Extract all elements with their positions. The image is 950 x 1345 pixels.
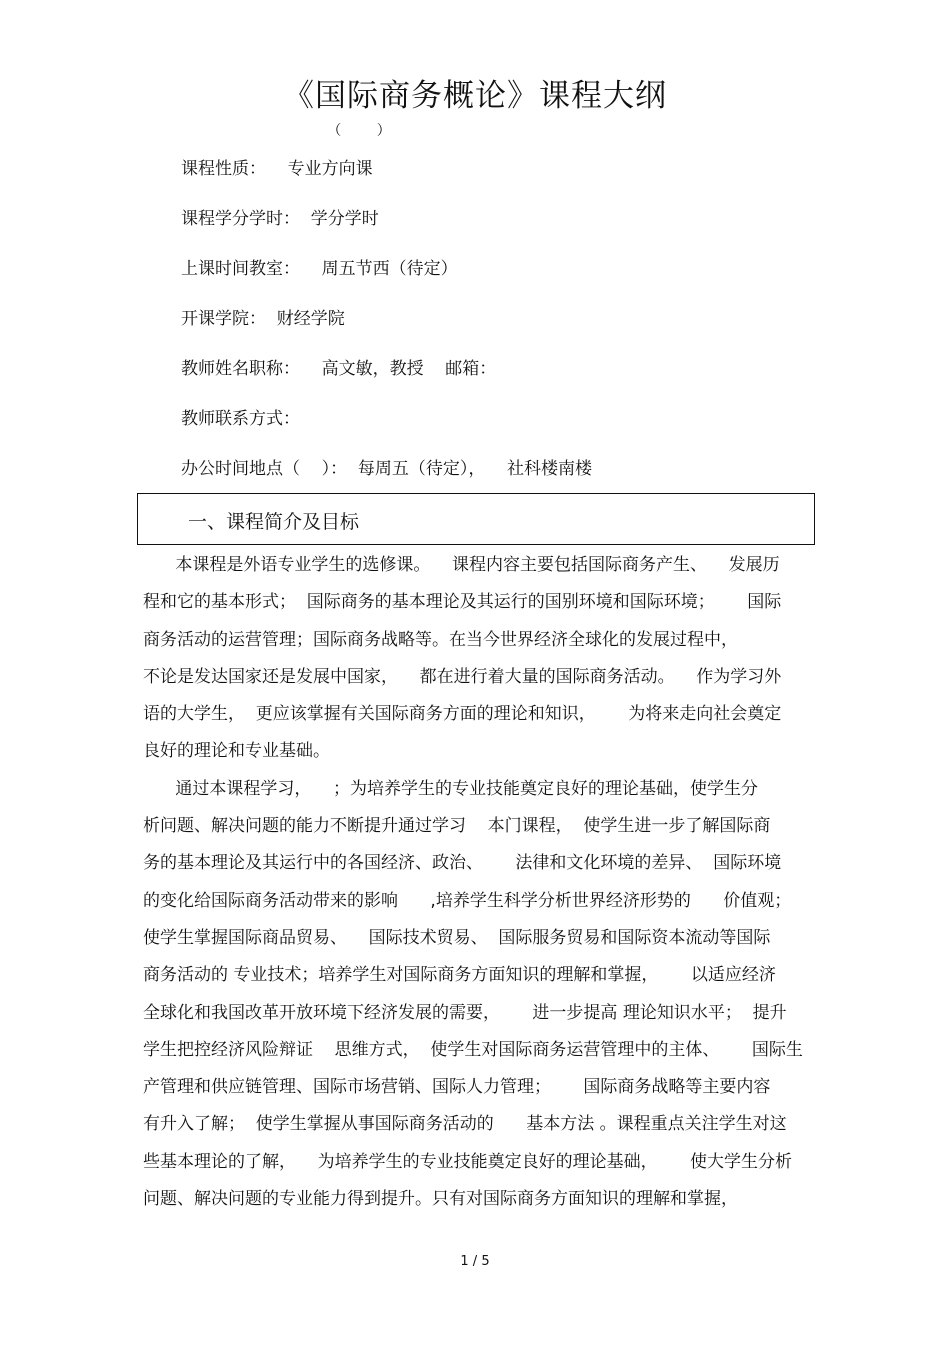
paragraph-line: 程和它的基本形式； 国际商务的基本理论及其运行的国别环境和国际环境； 国际: [143, 592, 782, 613]
paragraph-line: 产管理和供应链管理、国际市场营销、国际人力管理； 国际商务战略等主要内容: [143, 1077, 771, 1098]
section-heading-box: [137, 493, 815, 545]
paragraph-line: 本课程是外语专业学生的选修课。 课程内容主要包括国际商务产生、 发展历: [143, 555, 780, 575]
paragraph-line: 的变化给国际商务活动带来的影响 ,培养学生科学分析世界经济形势的 价值观；: [143, 890, 792, 911]
info-college: 开课学院： 财经学院: [181, 309, 345, 329]
paragraph-line: 语的大学生， 更应该掌握有关国际商务方面的理论和知识， 为将来走向社会奠定: [143, 704, 782, 725]
paragraph-line: 学生把控经济风险辩证 思维方式， 使学生对国际商务运营管理中的主体、 国际生: [143, 1039, 803, 1060]
paragraph-line: 问题、解决问题的专业能力得到提升。只有对国际商务方面知识的理解和掌握，: [143, 1189, 738, 1210]
paragraph-line: 些基本理论的了解， 为培养学生的专业技能奠定良好的理论基础， 使大学生分析: [143, 1151, 793, 1172]
info-office-hours: 办公时间地点（ ）： 每周五（待定）， 社科楼南楼: [181, 459, 593, 479]
section-title: 一、课程简介及目标: [188, 511, 360, 533]
paragraph-line: 务的基本理论及其运行中的各国经济、政治、 法律和文化环境的差异、 国际环境: [143, 853, 782, 874]
paragraph-line: 商务活动的运营管理；国际商务战略等。在当今世界经济全球化的发展过程中，: [143, 629, 738, 650]
info-teacher-name-title: 教师姓名职称： 高文敏，教授 邮箱：: [181, 359, 497, 379]
paragraph-line: 商务活动的 专业技术；培养学生对国际商务方面知识的理解和掌握， 以适应经济: [143, 965, 776, 986]
paragraph-line: 析问题、解决问题的能力不断提升通过学习 本门课程， 使学生进一步了解国际商: [143, 816, 771, 837]
paragraph-line: 使学生掌握国际商品贸易、 国际技术贸易、 国际服务贸易和国际资本流动等国际: [143, 927, 771, 948]
info-course-nature: 课程性质： 专业方向课: [181, 159, 373, 179]
info-teacher-contact: 教师联系方式：: [181, 409, 300, 429]
info-credits-hours: 课程学分学时： 学分学时: [181, 209, 379, 229]
paragraph-line: 有升入了解； 使学生掌握从事国际商务活动的 基本方法 。课程重点关注学生对这: [143, 1114, 787, 1135]
paragraph-line: 不论是发达国家还是发展中国家， 都在进行着大量的国际商务活动。 作为学习外: [143, 666, 782, 687]
info-class-time-room: 上课时间教室： 周五节西（待定）: [181, 259, 458, 279]
paragraph-line: 通过本课程学习， ；为培养学生的专业技能奠定良好的理论基础，使学生分: [143, 778, 759, 799]
document-subtitle: （ ）: [327, 123, 391, 139]
paragraph-line: 全球化和我国改革开放环境下经济发展的需要， 进一步提高 理论知识水平； 提升: [143, 1002, 787, 1023]
course-info: [181, 156, 592, 506]
paragraph-line: 良好的理论和专业基础。: [143, 741, 330, 762]
page-number: 1 / 5: [460, 1254, 490, 1269]
course-description: [143, 552, 811, 1223]
document-title: 《国际商务概论》课程大纲: [283, 78, 667, 114]
